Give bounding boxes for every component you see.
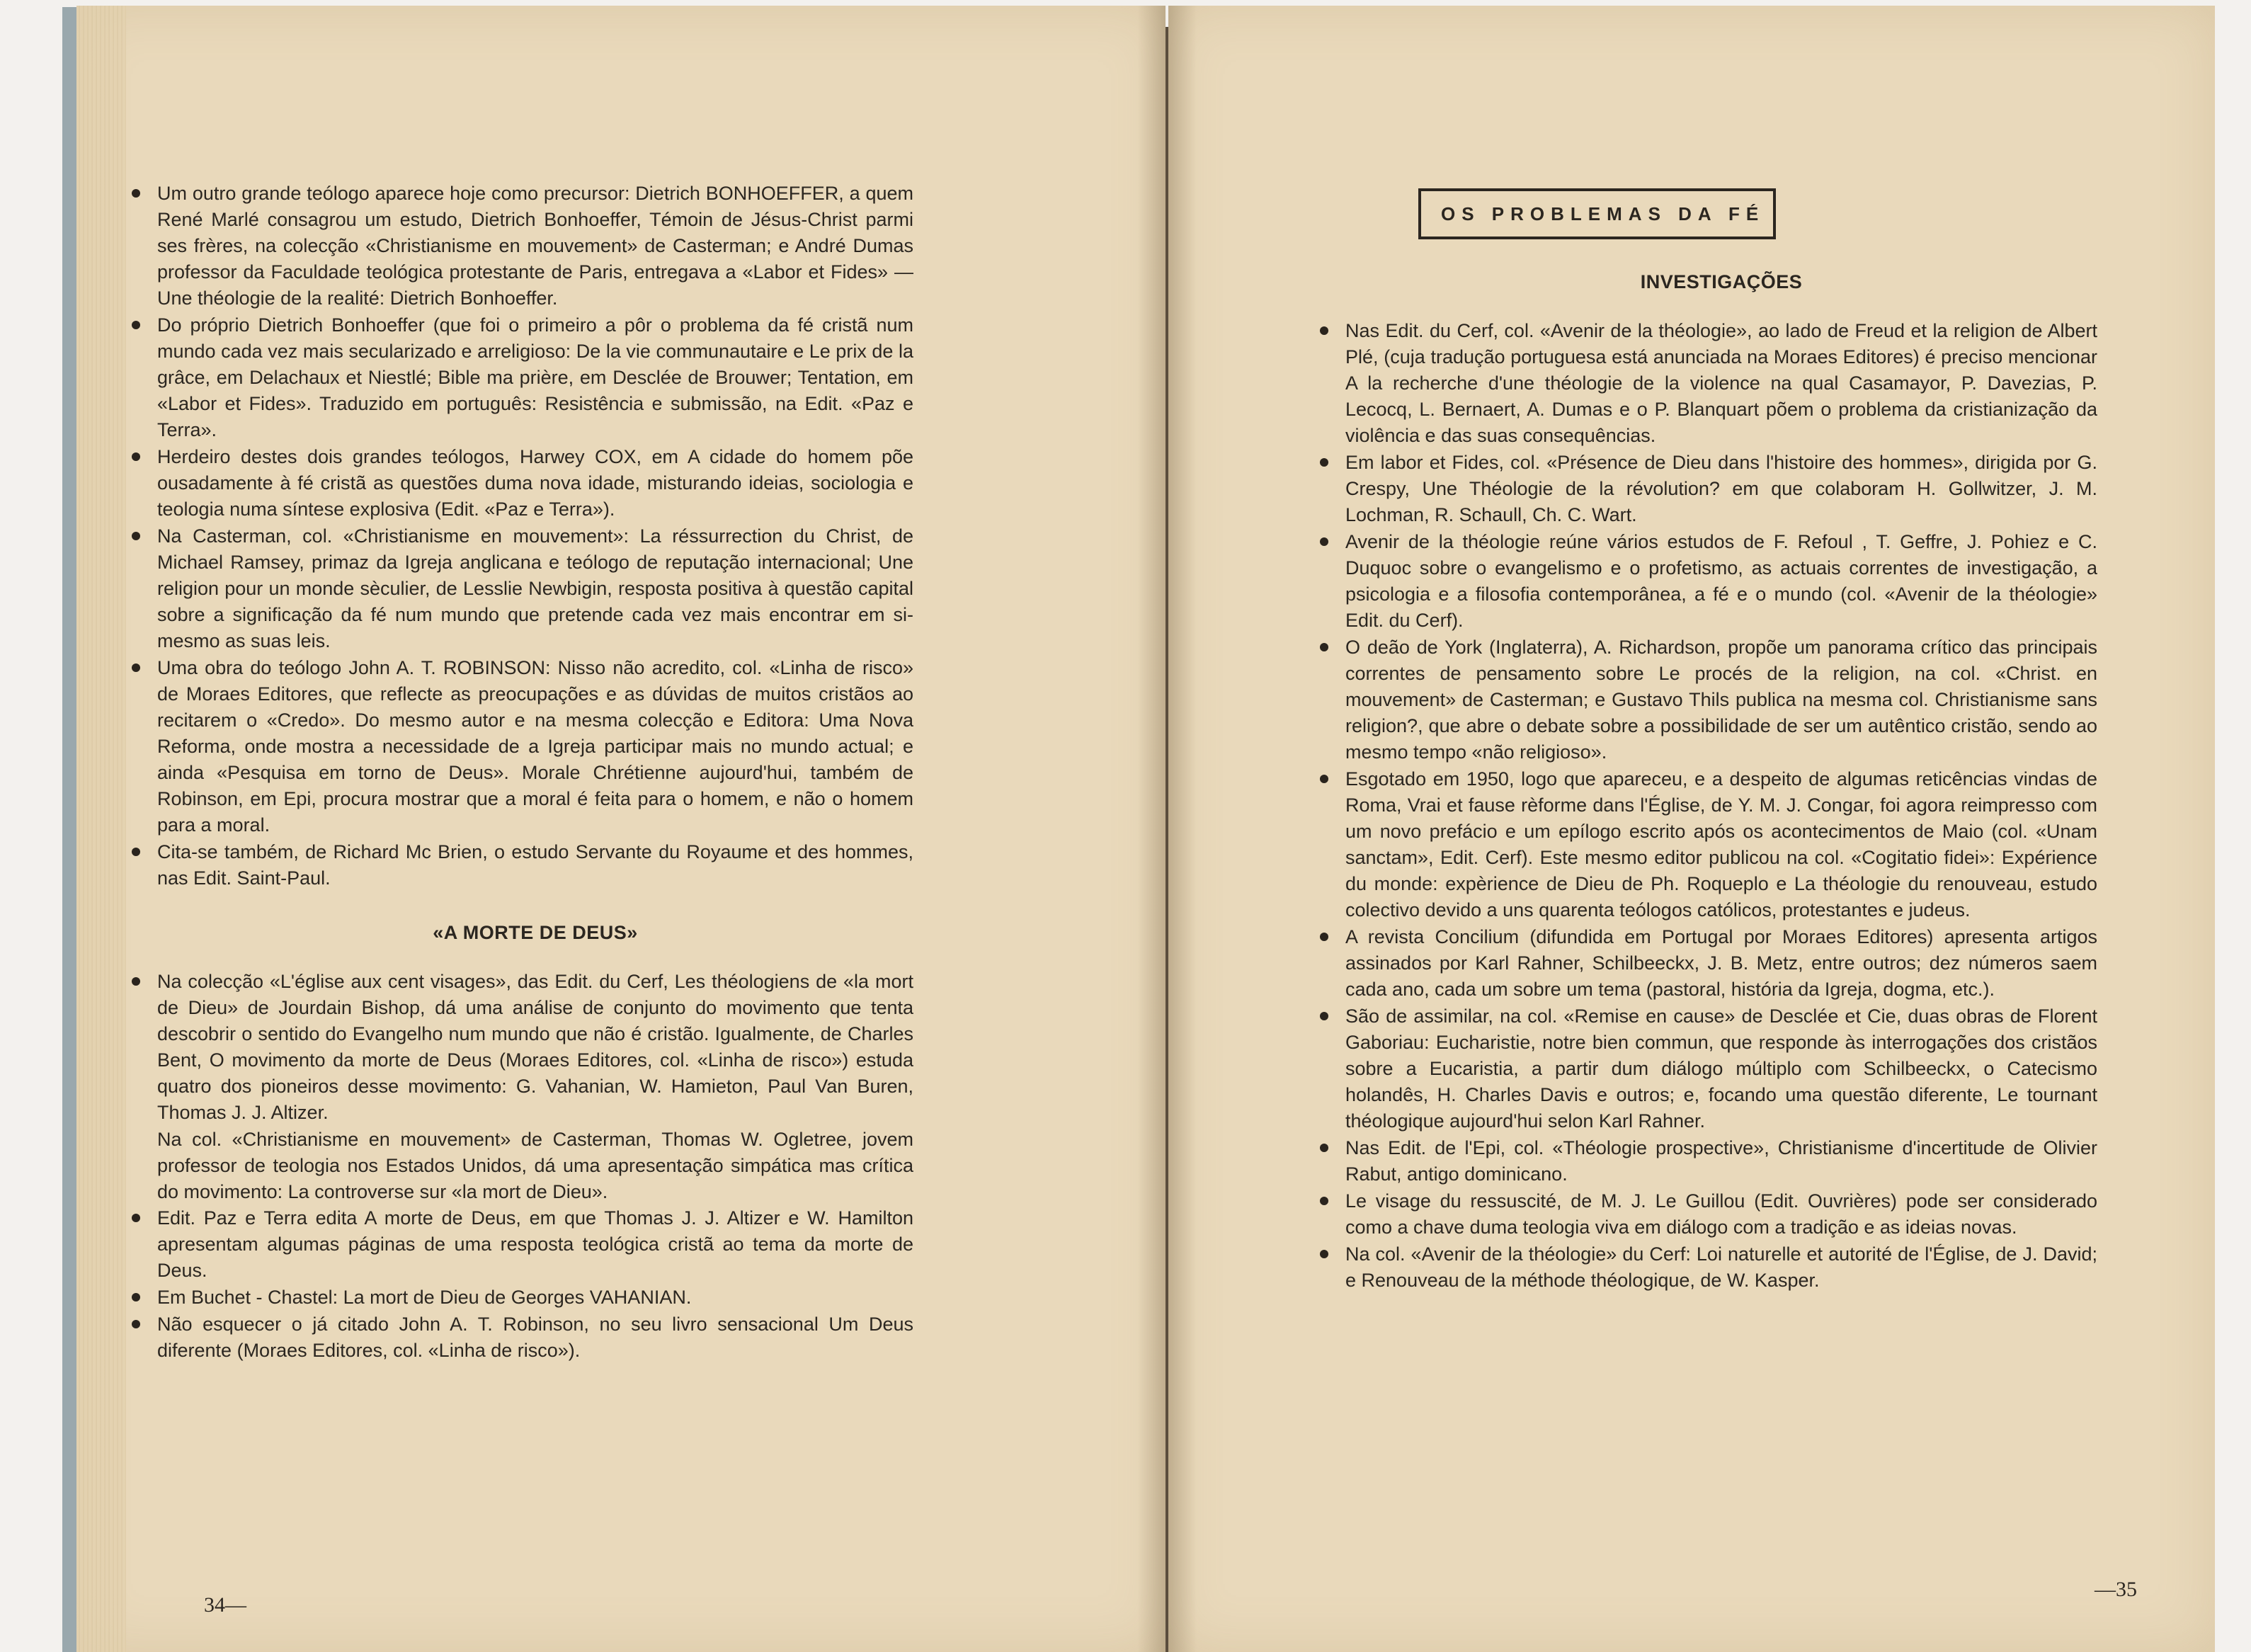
list-item: Em Buchet - Chastel: La mort de Dieu de Georges VAHANIAN. — [157, 1284, 913, 1311]
page-number-right: —35 — [2095, 1578, 2137, 1601]
gutter-shadow — [1168, 6, 1197, 1652]
bullet-icon — [1320, 537, 1328, 546]
bullet-icon — [1320, 326, 1328, 335]
paragraph: Na col. «Christianisme en mouvement» de Casterman, Thomas W. Ogletree, jovem professor de teologia nos Estados Unidos, dá uma apresentação simpática mas crítica do movimento: La controverse sur «la mort de Dieu». — [157, 1129, 913, 1202]
bullet-icon — [132, 532, 140, 540]
list-item: Edit. Paz e Terra edita A morte de Deus, em que Thomas J. J. Altizer e W. Hamilton apresentam algumas páginas de uma resposta teológica cristã ao tema da morte de Deus. — [157, 1205, 913, 1284]
list-item: Um outro grande teólogo aparece hoje como precursor: Dietrich BONHOEFFER, a quem René Marlé consagrou um estudo, Dietrich Bonhoeffer, Témoin de Jésus-Christ parmi ses frères, na colecção «Christianisme en mouvement» de Casterman; e André Dumas professor da Faculdade teológica protestante de Paris, entregava a «Labor et Fides» — Une théologie de la realité: Dietrich Bonhoeffer. — [157, 181, 913, 312]
right-text-column — [1345, 269, 2097, 1294]
gutter-shadow — [1137, 6, 1166, 1652]
page-edges — [76, 6, 126, 1652]
bullet-icon — [1320, 775, 1328, 783]
list-item: O deão de York (Inglaterra), A. Richardson, propõe um panorama crítico das principais correntes de pensamento sobre Le procés de la religion, na col. «Christ. en mouvement» de Casterman; e Gustavo Thils publica na mesma col. Christianisme sans religion?, que abre o debate sobre a possibilidade de ser um autêntico cristão, sendo ao mesmo tempo «não religioso». — [1345, 634, 2097, 765]
bullet-icon — [132, 848, 140, 856]
bullet-icon — [1320, 1250, 1328, 1258]
list-item: Não esquecer o já citado John A. T. Robinson, no seu livro sensacional Um Deus diferente (Moraes Editores, col. «Linha de risco»). — [157, 1311, 913, 1364]
list-item: Na Casterman, col. «Christianisme en mouvement»: La réssurrection du Christ, de Michael Ramsey, primaz da Igreja anglicana e teólogo de reputação internacional; Une religion pour un monde sèculier, de Lesslie Newbigin, resposta positiva à questão capital sobre a significação da fé num mundo que pretende cada vez mais encontrar em si-mesmo as suas leis. — [157, 523, 913, 654]
list-item: Na colecção «L'église aux cent visages», das Edit. du Cerf, Les théologiens de «la mort de Dieu» de Jourdain Bishop, dá uma análise de conjunto do movimento que tenta descobrir o sentido do Evangelho num mundo que não é cristão. Igualmente, de Charles Bent, O movimento da morte de Deus (Moraes Editores, col. «Linha de risco») estuda quatro dos pioneiros desse movimento: G. Vahanian, W. Hamieton, Paul Van Buren, Thomas J. J. Altizer. — [157, 969, 913, 1126]
list-item: Do próprio Dietrich Bonhoeffer (que foi o primeiro a pôr o problema da fé cristã num mundo cada vez mais secularizado e arreligioso: De la vie communautaire e Le prix de la grâce, em Delachaux et Niestlé; Bible ma prière, em Desclée de Brouwer; Tentation, em «Labor et Fides». Traduzido em português: Resistência e submissão, na Edit. «Paz e Terra». — [157, 312, 913, 443]
list-item: Nas Edit. du Cerf, col. «Avenir de la théologie», ao lado de Freud et la religion de Albert Plé, (cuja tradução portuguesa está anunciada na Moraes Editores) é preciso mencionar A la recherche d'une théologie de la violence na qual Casamayor, P. Davezias, P. Lecocq, L. Bernaert, A. Dumas e o P. Blanquart põem o problema da cristianização da violência e das suas consequências. — [1345, 318, 2097, 449]
list-item: Nas Edit. de l'Epi, col. «Théologie prospective», Christianisme d'incertitude de Olivier Rabut, antigo dominicano. — [1345, 1135, 2097, 1187]
left-text-column — [157, 181, 913, 1365]
bullet-icon — [132, 452, 140, 461]
bullet-icon — [132, 663, 140, 672]
section-heading: «A MORTE DE DEUS» — [433, 922, 638, 943]
page-number-left: 34— — [204, 1593, 246, 1617]
bullet-icon — [1320, 933, 1328, 941]
list-item: Le visage du ressuscité, de M. J. Le Guillou (Edit. Ouvrières) pode ser considerado como a chave duma teologia viva em diálogo com a tradição e as ideias novas. — [1345, 1188, 2097, 1241]
list-item: Herdeiro destes dois grandes teólogos, Harwey COX, em A cidade do homem põe ousadamente à fé cristã as questões duma nova idade, misturando ideias, sociologia e teologia numa síntese explosiva (Edit. «Paz e Terra»). — [157, 444, 913, 523]
bullet-icon — [1320, 643, 1328, 651]
list-item: Na col. «Avenir de la théologie» du Cerf: Loi naturelle et autorité de l'Église, de J. David; e Renouveau de la méthode théologique, de W. Kasper. — [1345, 1241, 2097, 1294]
list-item: Em labor et Fides, col. «Présence de Dieu dans l'histoire des hommes», dirigida por G. Crespy, Une Théologie de la révolution? em que colaboram H. Gollwitzer, J. M. Lochman, R. Schaull, Ch. C. Wart. — [1345, 450, 2097, 528]
list-item: Uma obra do teólogo John A. T. ROBINSON: Nisso não acredito, col. «Linha de risco» de Moraes Editores, que reflecte as preocupações e as dúvidas de muitos cristãos ao recitarem o «Credo». Do mesmo autor e na mesma colecção e Editora: Uma Nova Reforma, onde mostra a necessidade de a Igreja participar mais no mundo actual; e ainda «Pesquisa em torno de Deus». Morale Chrétienne aujourd'hui, também de Robinson, em Epi, procura mostrar que a moral é feita para o homem, e não o homem para a moral. — [157, 655, 913, 838]
bullet-icon — [1320, 1197, 1328, 1205]
chapter-title-box: OS PROBLEMAS DA FÉ — [1418, 188, 1776, 239]
bullet-icon — [132, 1293, 140, 1301]
list-item: Esgotado em 1950, logo que apareceu, e a despeito de algumas reticências vindas de Roma, Vrai et fause rèforme dans l'Église, de Y. M. J. Congar, foi agora reimpresso com um novo prefácio e um epílogo escrito após os acontecimentos de Maio (col. «Unam sanctam», Edit. Cerf). Este mesmo editor publicou na col. «Cogitatio fidei»: Expérience du monde: expèrience de Dieu de Ph. Roqueplo e La théologie du renouveau, estudo colectivo devido a uns quarenta teólogos católicos, protestantes e judeus. — [1345, 766, 2097, 923]
bullet-icon — [132, 1320, 140, 1328]
list-item: Cita-se também, de Richard Mc Brien, o estudo Servante du Royaume et des hommes, nas Edit. Saint-Paul. — [157, 839, 913, 891]
list-item: São de assimilar, na col. «Remise en cause» de Desclée et Cie, duas obras de Florent Gaboriau: Eucharistie, notre bien commun, que responde às interrogações dos cristãos sobre a Eucaristia, a partir dum diálogo múltiplo com Schilbeeckx, o Catecismo holandês, H. Charles Davis e outros; e, focando uma questão diferente, Le tournant théologique aujourd'hui selon Karl Rahner. — [1345, 1003, 2097, 1134]
bullet-icon — [132, 321, 140, 329]
list-item: A revista Concilium (difundida em Portugal por Moraes Editores) apresenta artigos assinados por Karl Rahner, Schilbeeckx, J. B. Metz, entre outros; dez números saem cada ano, cada um sobre um tema (pastoral, história da Igreja, dogma, etc.). — [1345, 924, 2097, 1003]
bullet-icon — [1320, 458, 1328, 467]
bullet-icon — [132, 189, 140, 198]
bullet-icon — [1320, 1144, 1328, 1152]
list-item: Avenir de la théologie reúne vários estudos de F. Refoul , T. Geffre, J. Pohiez e C. Duquoc sobre o evangelismo e o profetismo, as actuais correntes de investigação, a psicologia e a filosofia contemporânea, a fé e o mundo (col. «Avenir de la théologie» Edit. du Cerf). — [1345, 529, 2097, 634]
bullet-icon — [132, 977, 140, 986]
section-heading: INVESTIGAÇÕES — [1640, 271, 1803, 292]
bullet-icon — [1320, 1012, 1328, 1020]
bullet-icon — [132, 1214, 140, 1222]
